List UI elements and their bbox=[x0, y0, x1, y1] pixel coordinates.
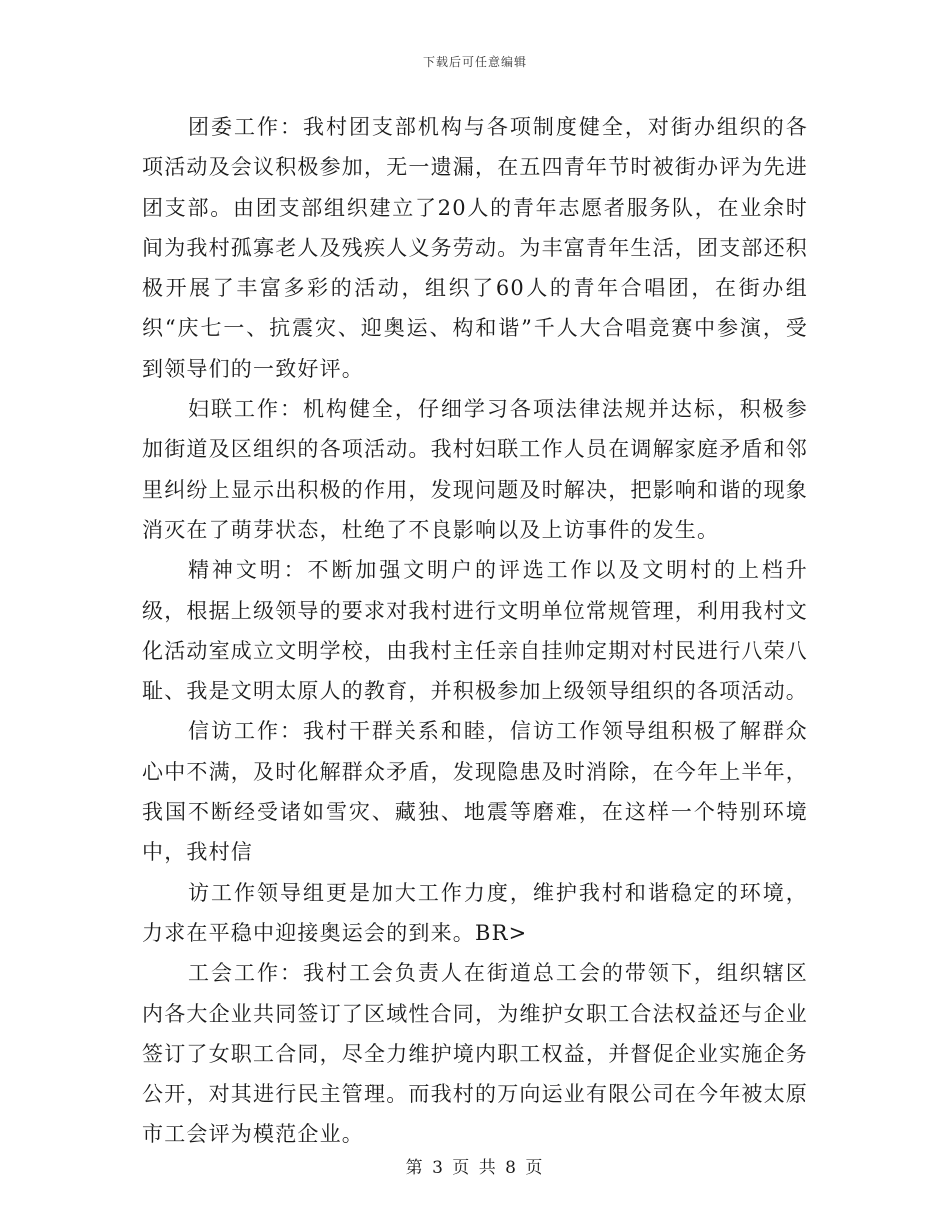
page-header: 下载后可任意编辑 bbox=[422, 55, 527, 69]
paragraph-youth-league: 团委工作：我村团支部机构与各项制度健全，对街办组织的各项活动及会议积极参加，无一遗漏，在五四青年节时被街办评为先进团支部。由团支部组织建立了20人的青年志愿者服务队，在业余时间为我村孤寡老人及残疾人义务劳动。为丰富青年生活，团支部还积极开展了丰富多彩的活动，组织了60人的青年合唱团，在街办组织“庆七一、抗震灾、迎奥运、构和谐”千人大合唱竞赛中参演，受到领导们的一致好评。 bbox=[142, 115, 808, 381]
paragraph-spiritual-civilization: 精神文明：不断加强文明户的评选工作以及文明村的上档升级，根据上级领导的要求对我村进行文明单位常规管理，利用我村文化活动室成立文明学校，由我村主任亲自挂帅定期对村民进行八荣八耻、我是文明太原人的教育，并积极参加上级领导组织的各项活动。 bbox=[142, 558, 808, 704]
paragraph-trade-union: 工会工作：我村工会负责人在街道总工会的带领下，组织辖区内各大企业共同签订了区域性合同，为维护女职工合法权益还与企业签订了女职工合同，尽全力维护境内职工权益，并督促企业实施企务公开，对其进行民主管理。而我村的万向运业有限公司在今年被太原市工会评为模范企业。 bbox=[142, 961, 808, 1147]
document-body bbox=[142, 107, 808, 1155]
paragraph-petition-work: 信访工作：我村干群关系和睦，信访工作领导组积极了解群众心中不满，及时化解群众矛盾，发现隐患及时消除，在今年上半年，我国不断经受诸如雪灾、藏独、地震等磨难，在这样一个特别环境中，我村信 bbox=[142, 719, 808, 865]
paragraph-petition-continued: 访工作领导组更是加大工作力度，维护我村和谐稳定的环境，力求在平稳中迎接奥运会的到来。BR> bbox=[142, 880, 808, 945]
paragraph-womens-federation: 妇联工作：机构健全，仔细学习各项法律法规并达标，积极参加街道及区组织的各项活动。我村妇联工作人员在调解家庭矛盾和邻里纠纷上显示出积极的作用，发现问题及时解决，把影响和谐的现象消灭在了萌芽状态，杜绝了不良影响以及上访事件的发生。 bbox=[142, 397, 808, 542]
page-footer: 第 3 页 共 8 页 bbox=[405, 1158, 545, 1178]
